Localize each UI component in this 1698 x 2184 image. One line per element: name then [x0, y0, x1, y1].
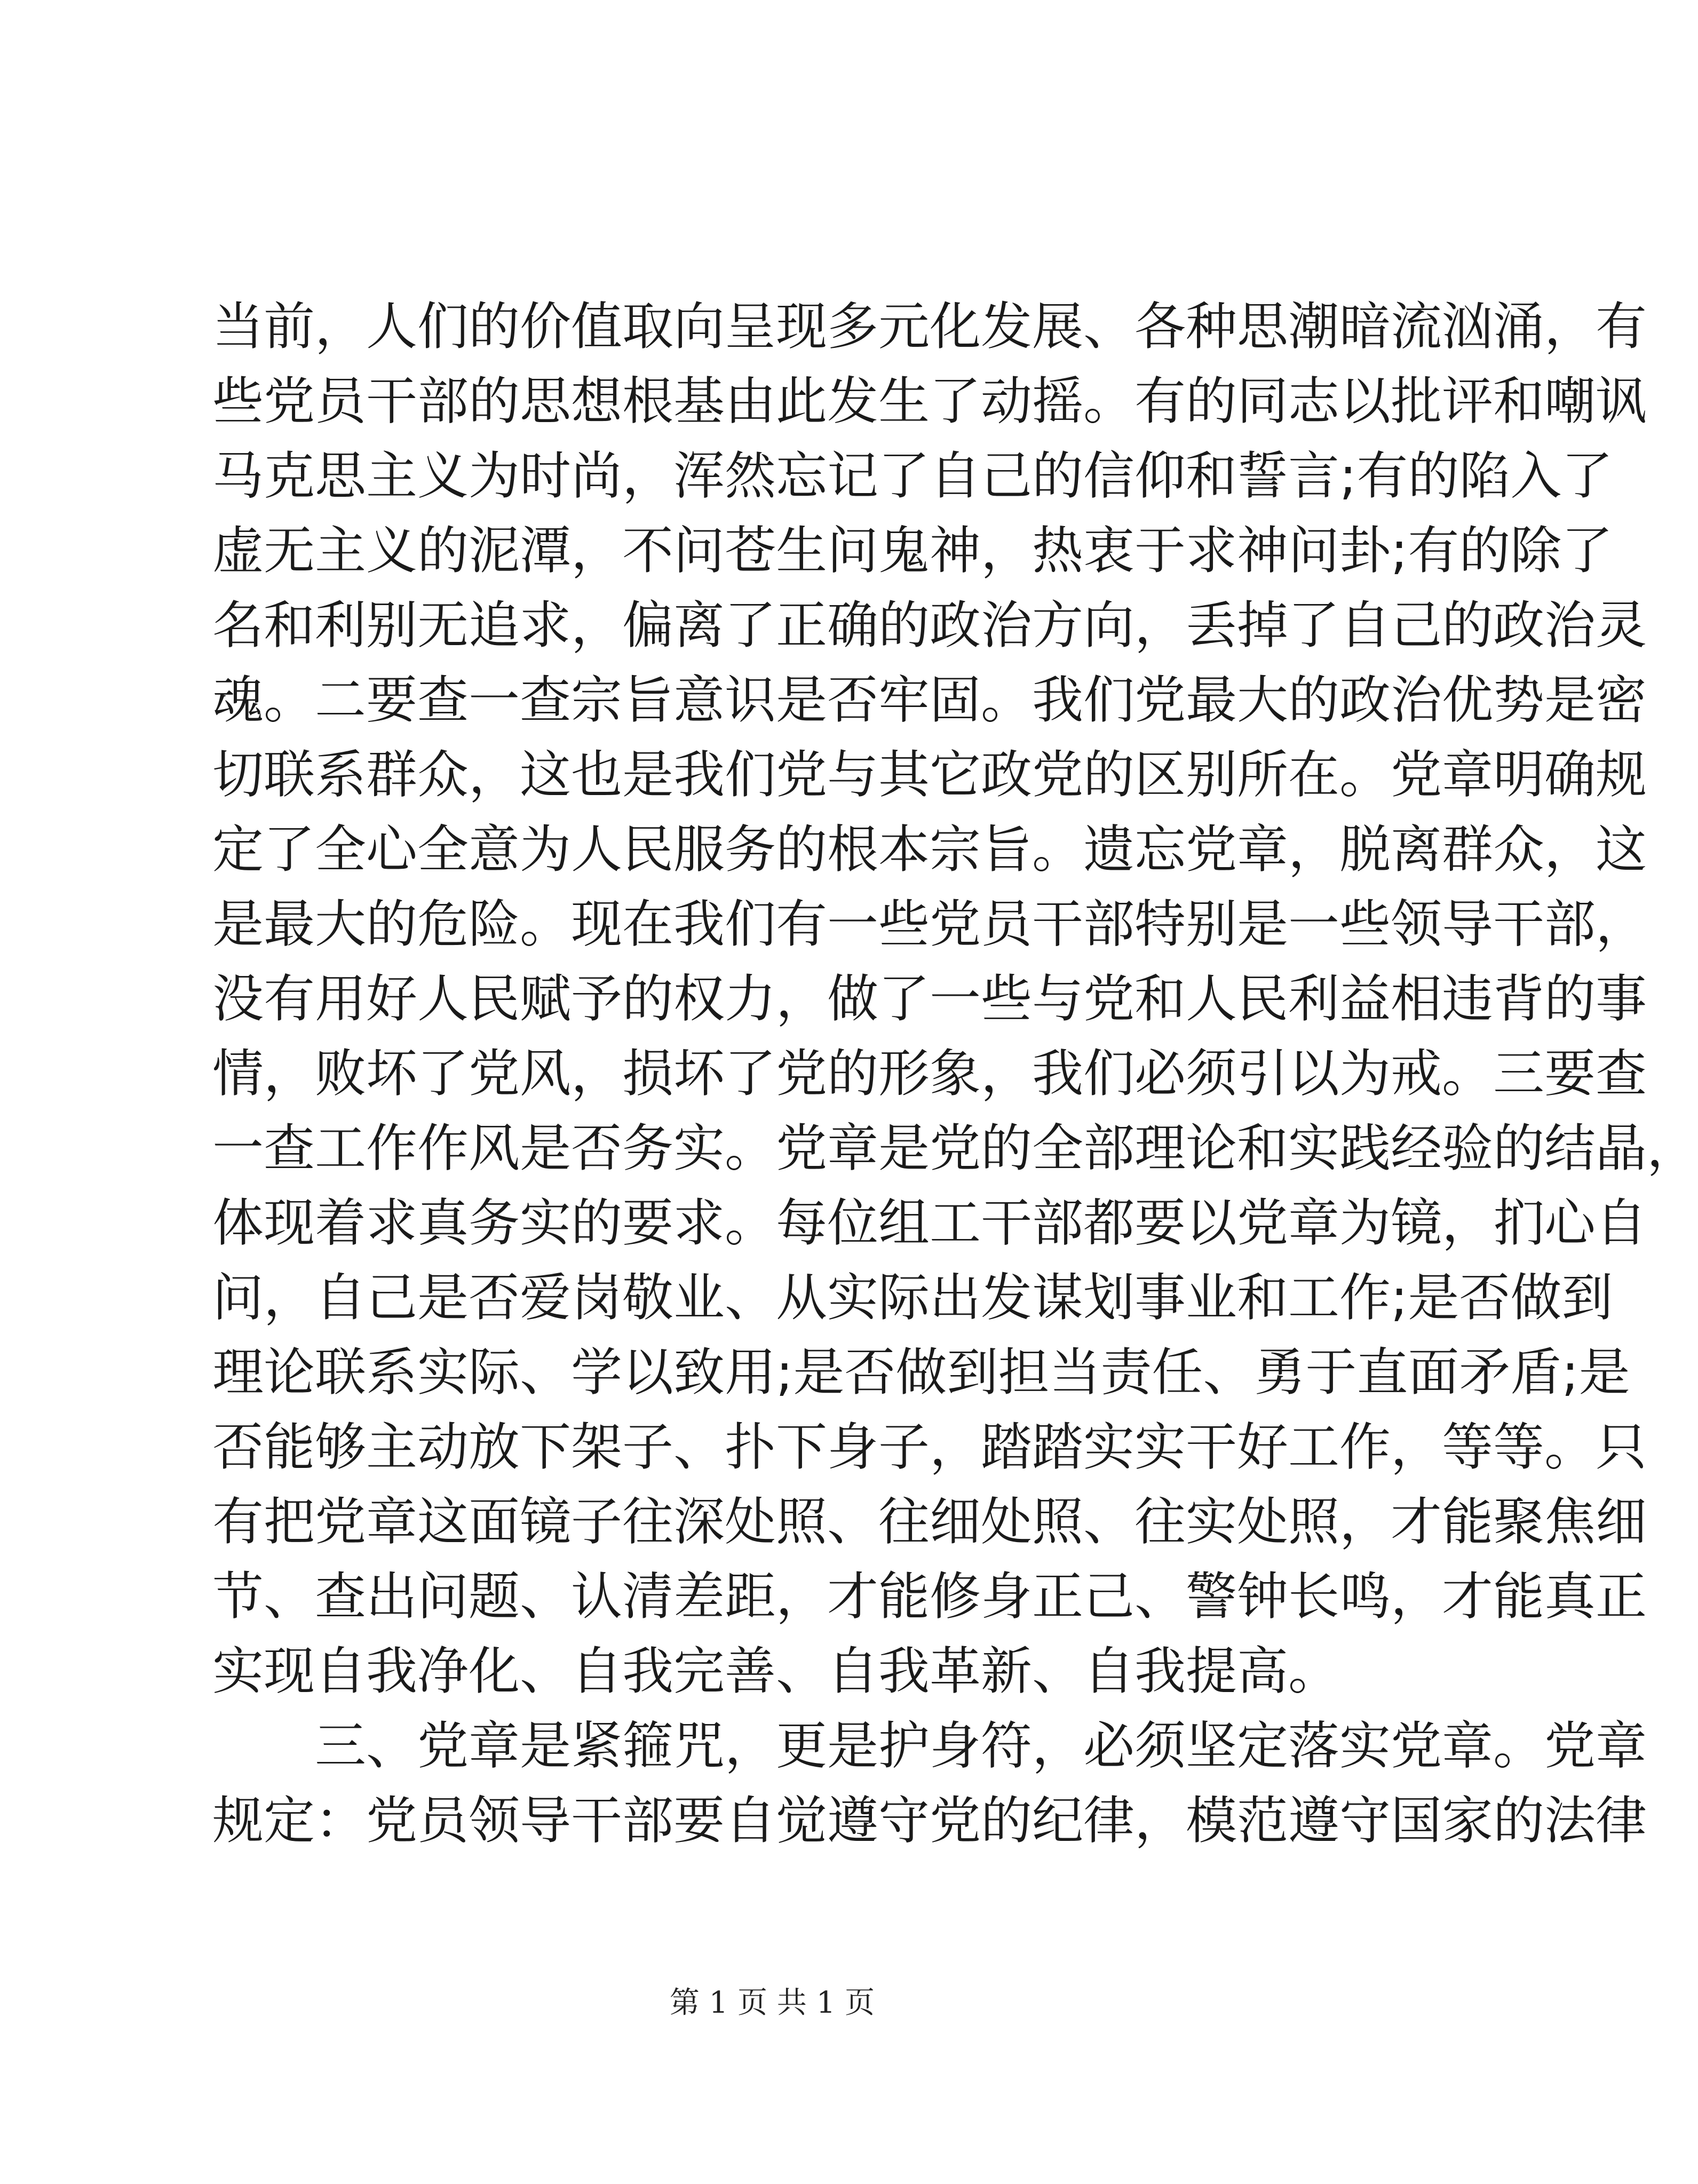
text-line: 名和利别无追求，偏离了正确的政治方向，丢掉了自己的政治灵: [212, 595, 1647, 655]
text-line: 规定：党员领导干部要自觉遵守党的纪律，模范遵守国家的法律: [212, 1791, 1647, 1851]
text-line: 一查工作作风是否务实。党章是党的全部理论和实践经验的结晶，: [212, 1118, 1698, 1178]
paragraph-end-line: 实现自我净化、自我完善、自我革新、自我提高。: [212, 1641, 1339, 1701]
section-three-first-line: 三、党章是紧箍咒，更是护身符，必须坚定落实党章。党章: [315, 1716, 1647, 1776]
body-text: [212, 289, 1698, 1858]
text-line: 些党员干部的思想根基由此发生了动摇。有的同志以批评和嘲讽: [212, 371, 1647, 431]
text-line: 没有用好人民赋予的权力，做了一些与党和人民利益相违背的事: [212, 969, 1647, 1029]
text-line: 有把党章这面镜子往深处照、往细处照、往实处照，才能聚焦细: [212, 1492, 1647, 1552]
page-number-footer: 第 1 页 共 1 页: [669, 1986, 875, 2020]
text-line: 节、查出问题、认清差距，才能修身正己、警钟长鸣，才能真正: [212, 1567, 1647, 1626]
text-line: 情，败坏了党风，损坏了党的形象，我们必须引以为戒。三要查: [212, 1044, 1647, 1103]
text-line: 马克思主义为时尚，浑然忘记了自己的信仰和誓言;有的陷入了: [212, 446, 1613, 506]
text-line: 问，自己是否爱岗敬业、从实际出发谋划事业和工作;是否做到: [212, 1268, 1613, 1328]
text-line: 理论联系实际、学以致用;是否做到担当责任、勇于直面矛盾;是: [212, 1343, 1630, 1402]
text-line: 定了全心全意为人民服务的根本宗旨。遗忘党章，脱离群众，这: [212, 820, 1647, 879]
text-line: 是最大的危险。现在我们有一些党员干部特别是一些领导干部，: [212, 894, 1647, 954]
text-line: 切联系群众，这也是我们党与其它政党的区别所在。党章明确规: [212, 745, 1647, 805]
text-line: 否能够主动放下架子、扑下身子，踏踏实实干好工作，等等。只: [212, 1417, 1647, 1477]
text-line: 当前，人们的价值取向呈现多元化发展、各种思潮暗流汹涌，有: [212, 297, 1647, 356]
text-line: 魂。二要查一查宗旨意识是否牢固。我们党最大的政治优势是密: [212, 670, 1647, 730]
text-line: 体现着求真务实的要求。每位组工干部都要以党章为镜，扪心自: [212, 1193, 1647, 1253]
text-line: 虚无主义的泥潭，不问苍生问鬼神，热衷于求神问卦;有的除了: [212, 521, 1613, 581]
